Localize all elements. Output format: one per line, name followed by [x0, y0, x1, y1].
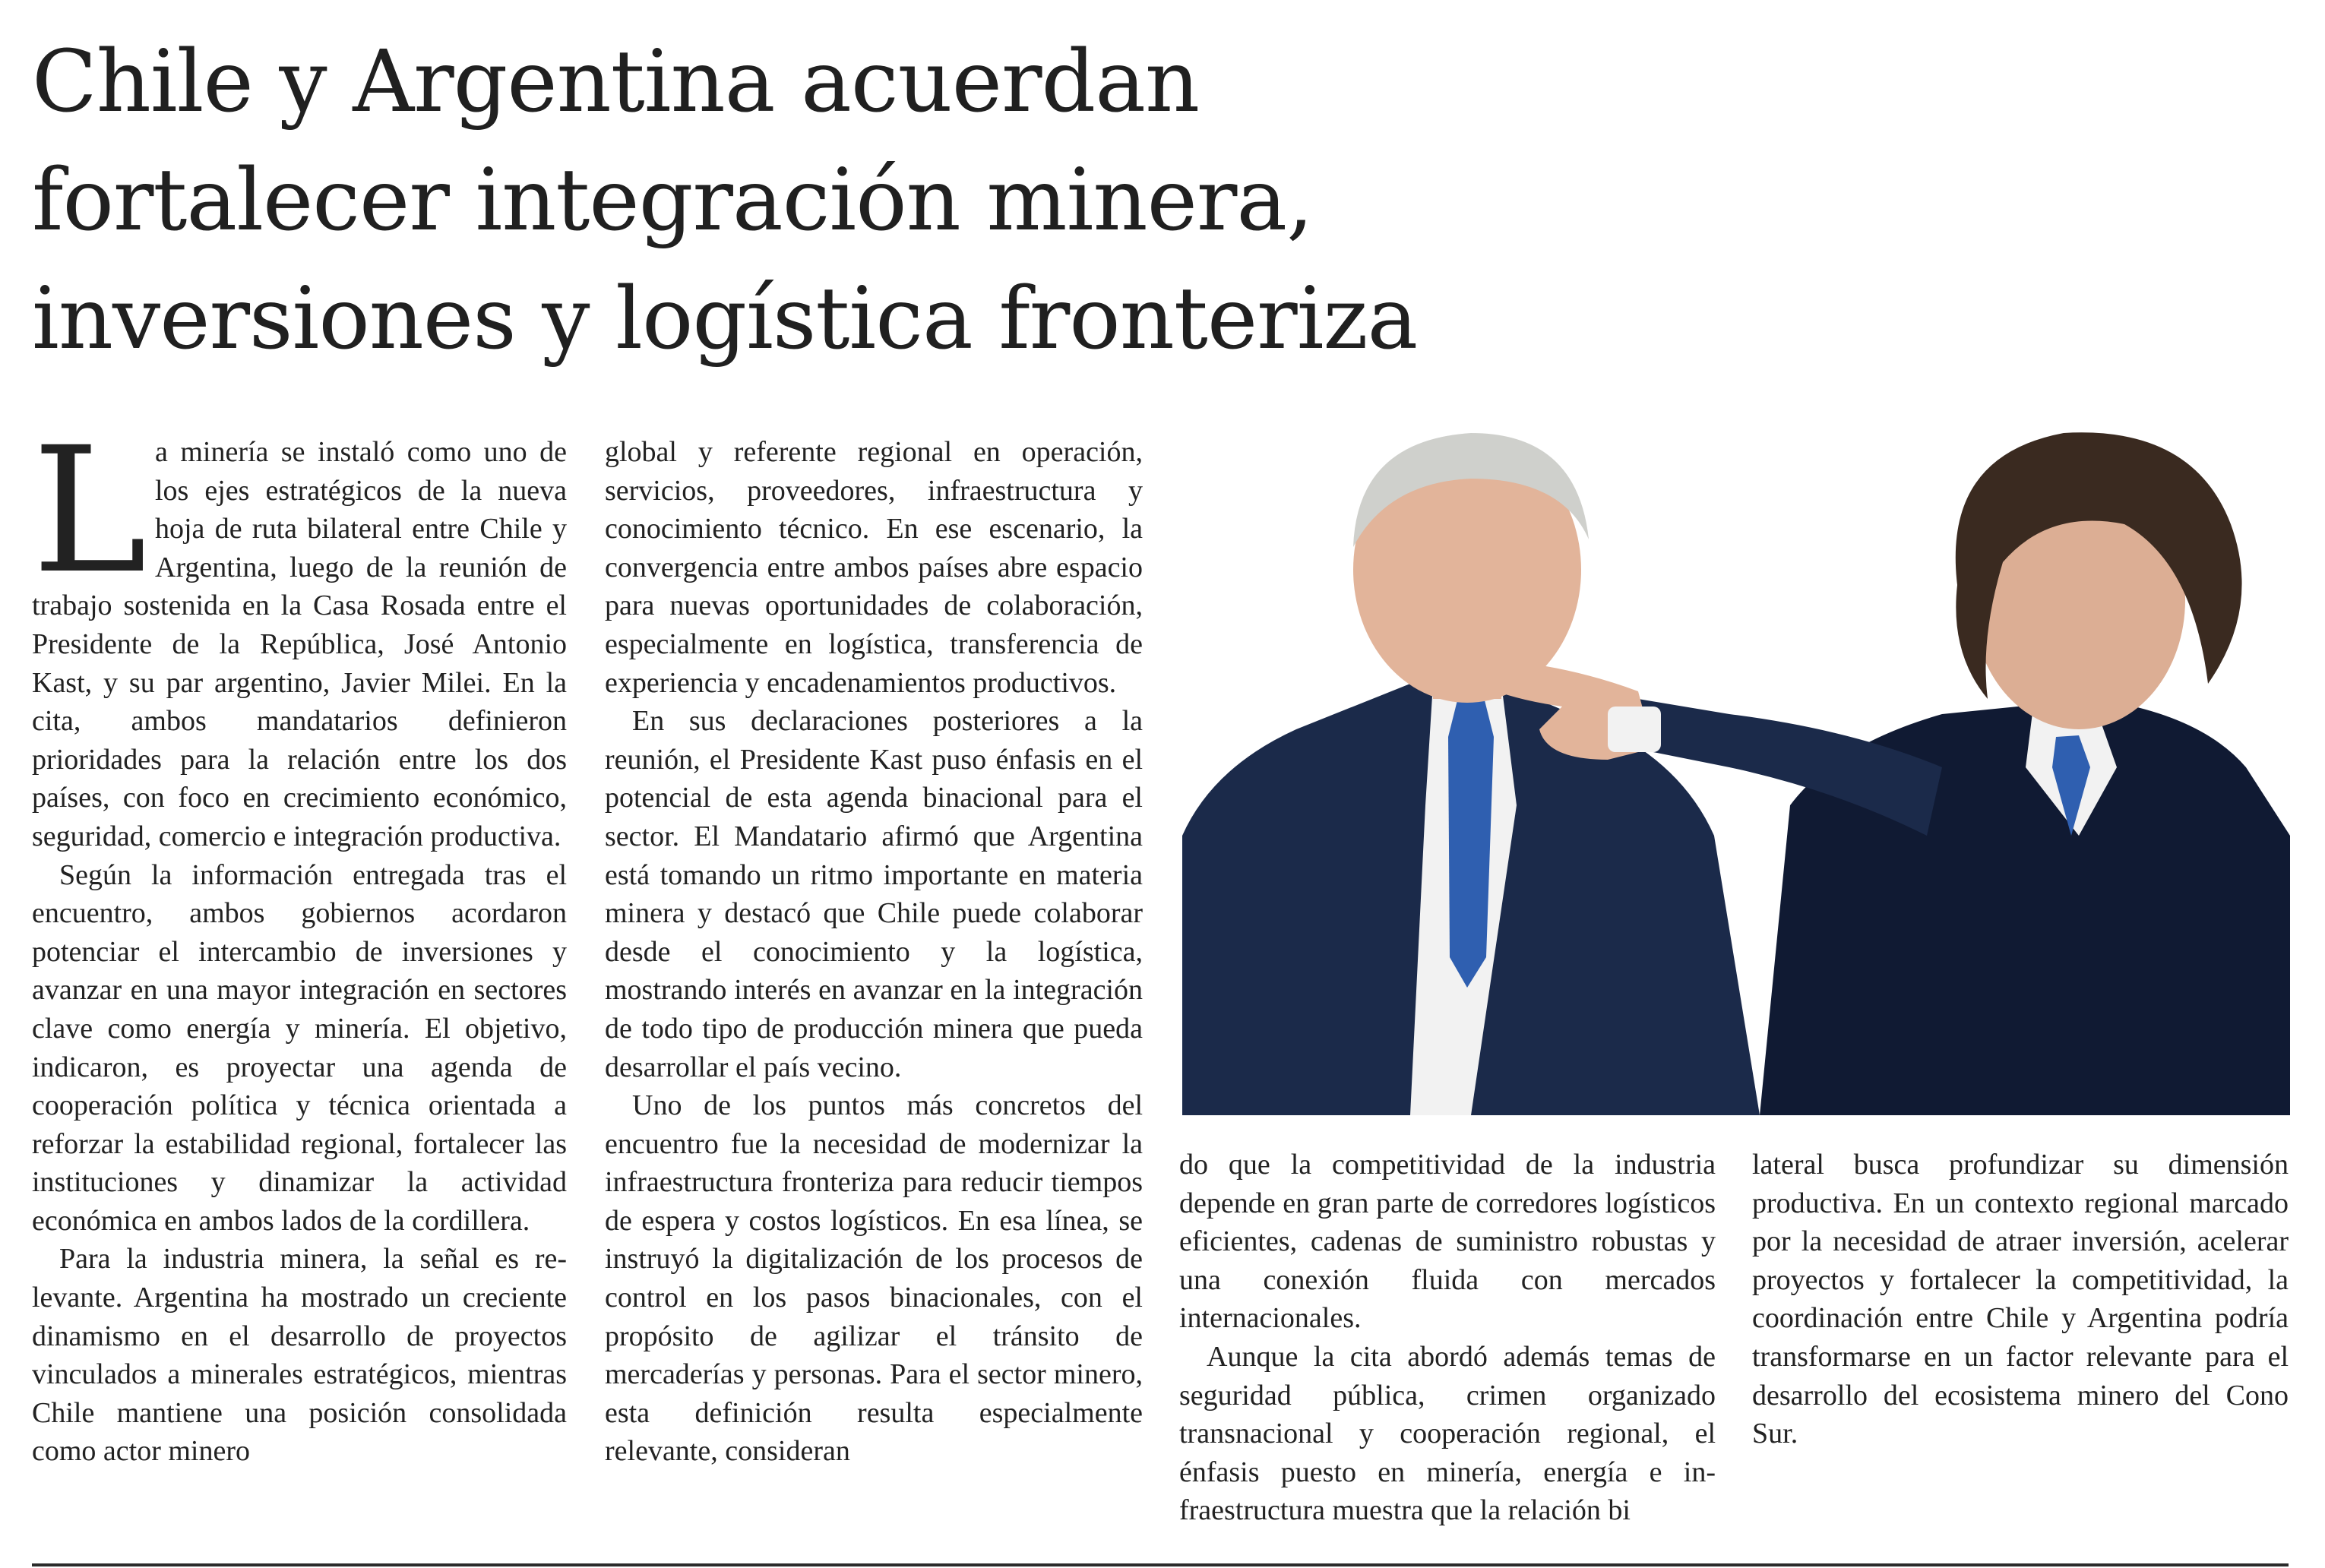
paragraph: Para la industria minera, la señal es relevante. Argentina ha mostrado un creciente dinamismo en el desarrollo de proyectos vinculados a minerales estratégicos, mientras Chile mantiene una posición consolidada como actor minero — [32, 1243, 567, 1468]
bottom-rule — [32, 1563, 2289, 1566]
article-column-4 — [1752, 1146, 2289, 1453]
paragraph: Aunque la cita abordó además temas de seguridad pública, crimen organizado transnacional y cooperación regional, el énfasis puesto en minería, energía e infraestructura muestra que la relación bi — [1179, 1340, 1716, 1527]
headline — [32, 23, 1855, 378]
paragraph-text: a minería se instaló como uno de los ejes estratégicos de la nueva hoja de ruta bilateral entre Chile y Argentina, luego de la reunión de trabajo sostenida en la Casa Rosada entre el Presidente de la República, José Antonio Kast, y su par argentino, Javier Milei. En la cita, ambos mandatarios definieron prioridades para la relación entre los dos países, con foco en crecimiento económico, seguridad, comercio e integración productiva. — [32, 436, 567, 852]
headline-line-2: fortalecer integración minera, — [32, 151, 1313, 250]
two-presidents-photo-icon — [1182, 410, 2290, 1115]
article-column-1 — [32, 409, 567, 1471]
article-photo — [1182, 410, 2290, 1115]
paragraph: lateral busca profundizar su dimensión productiva. En un contexto regional marcado por la necesidad de atraer inversión, acelerar proyectos y fortalecer la competitividad, la coordinación entre Chile y Argentina podría transformarse en un factor relevante para el desarrollo del ecosistema minero del Cono Sur. — [1752, 1149, 2289, 1450]
headline-line-1: Chile y Argentina acuerdan — [32, 33, 1200, 131]
article-column-3 — [1179, 1146, 1716, 1530]
paragraph: Según la información entregada tras el encuentro, ambos gobiernos acordaron potenciar el intercambio de inversiones y avanzar en una mayor integración en sectores clave como energía y minería. El objetivo, indicaron, es proyectar una agenda de cooperación política y técnica orientada a reforzar la estabilidad regional, fortalecer las instituciones y dinamizar la actividad económica en ambos lados de la cordillera. — [32, 858, 567, 1237]
paragraph: En sus declaraciones posteriores a la reunión, el Presidente Kast puso énfasis en el potencial de esta agenda binacional para el sector. El Mandatario afirmó que Argentina está tomando un ritmo importante en materia minera y destacó que Chile puede colaborar desde el conocimiento y la logística, mostrando interés en avanzar en la integración de todo tipo de producción minera que pueda desarrollar el país vecino. — [605, 705, 1143, 1083]
drop-cap: L — [32, 409, 147, 612]
article-column-2 — [605, 433, 1143, 1471]
paragraph: global y referente regional en operación, servicios, proveedores, infraestructura y conocimiento técnico. En ese escenario, la convergencia entre ambos países abre espacio para nuevas oportunidades de colaboración, especialmente en logística, transferencia de experiencia y encadenamientos productivos. — [605, 436, 1143, 699]
headline-line-3: inversiones y logística fronteriza — [32, 270, 1418, 368]
paragraph — [32, 409, 567, 856]
paragraph: Uno de los puntos más concretos del encuentro fue la necesidad de modernizar la infraestructura fronteriza para reducir tiempos de espera y costos logísticos. En esa línea, se instruyó la digitalización de los procesos de control en los pasos binacionales, con el propósito de agilizar el tránsito de mercaderías y personas. Para el sector minero, esta definición resulta especialmente relevante, consideran — [605, 1089, 1143, 1468]
paragraph: do que la competitividad de la industria depende en gran parte de corredores logísticos eficientes, cadenas de suministro robustas y una conexión fluida con mercados internacionales. — [1179, 1149, 1716, 1335]
